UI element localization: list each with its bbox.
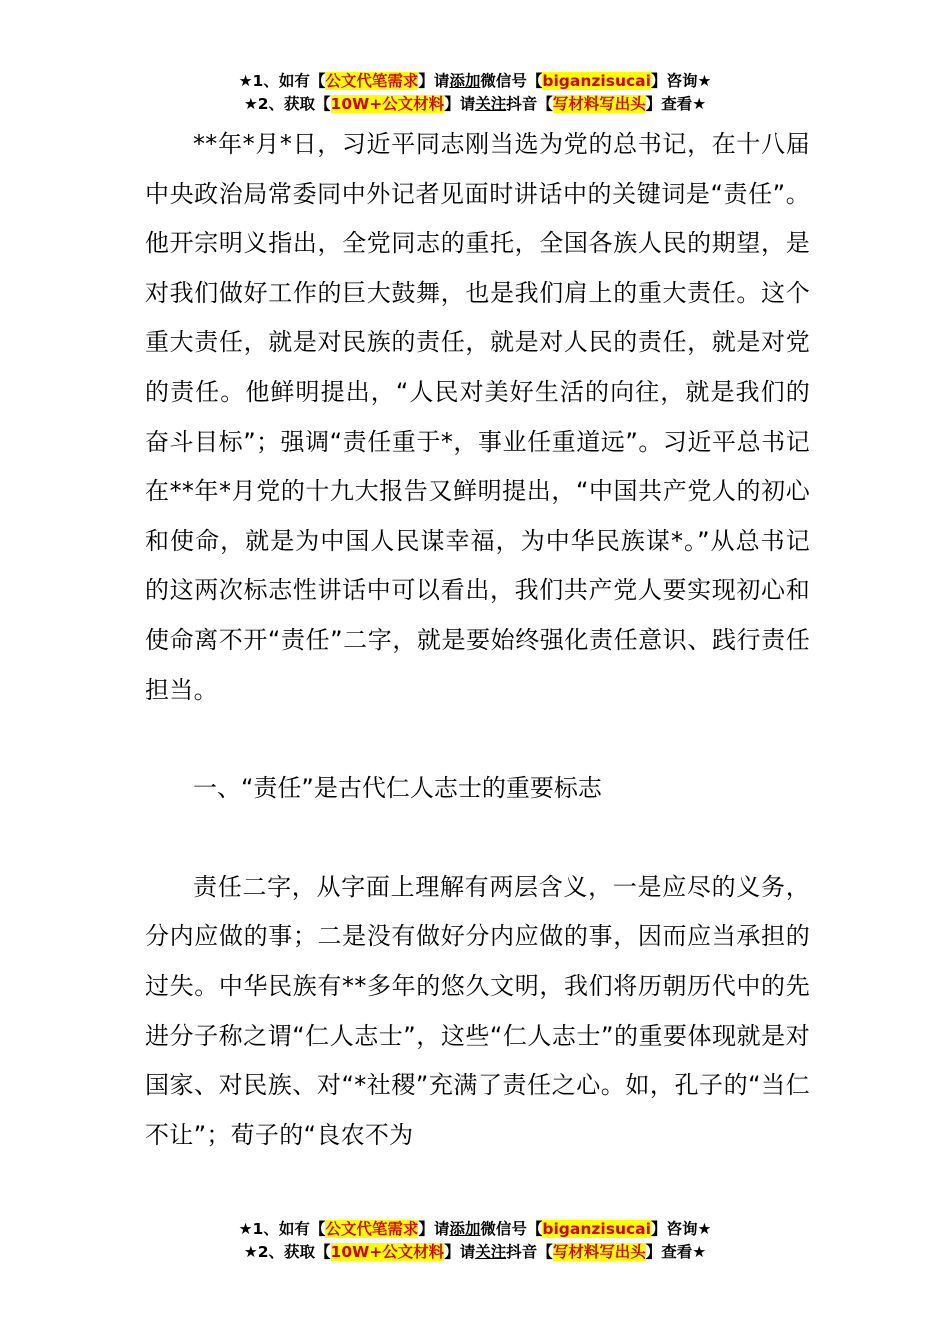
banner-highlight: biganzisucai bbox=[542, 1220, 651, 1238]
banner-underline: 关注 bbox=[475, 95, 507, 113]
banner-highlight: 公文代笔需求 bbox=[325, 1220, 419, 1238]
banner-text: 微信号【 bbox=[480, 1220, 543, 1238]
banner-text: 】请 bbox=[444, 95, 476, 113]
banner-highlight: 公文代笔需求 bbox=[325, 72, 419, 90]
banner-text: 抖音【 bbox=[506, 1243, 553, 1261]
banner-text: 抖音【 bbox=[506, 95, 553, 113]
footer-banner bbox=[0, 1218, 950, 1264]
banner-highlight: biganzisucai bbox=[542, 72, 651, 90]
banner-highlight: 写材料写出头 bbox=[552, 1243, 646, 1261]
spacer bbox=[145, 814, 810, 863]
paragraph-1: **年*月*日，习近平同志刚当选为党的总书记，在十八届中央政治局常委同中外记者见面时讲话中的关键词是“责任”。他开宗明义指出，全党同志的重托，全国各族人民的期望，是对我们做好工作的巨大鼓舞，也是我们肩上的重大责任。这个重大责任，就是对民族的责任，就是对人民的责任，就是对党的责任。他鲜明提出，“人民对美好生活的向往，就是我们的奋斗目标”；强调“责任重于*，事业任重道远”。习近平总书记在**年*月党的十九大报告又鲜明提出，“中国共产党人的初心和使命，就是为中国人民谋幸福，为中华民族谋*。”从总书记的这两次标志性讲话中可以看出，我们共产党人要实现初心和使命离不开“责任”二字，就是要始终强化责任意识、践行责任担当。 bbox=[145, 130, 810, 704]
banner-line-1 bbox=[0, 1218, 950, 1241]
banner-text: 】查看★ bbox=[645, 1243, 707, 1261]
banner-highlight: 10W+公文材料 bbox=[330, 1243, 445, 1261]
section-heading-1: 一、“责任”是古代仁人志士的重要标志 bbox=[193, 774, 602, 803]
banner-text: 】咨询★ bbox=[650, 1220, 712, 1238]
document-body bbox=[145, 120, 810, 1160]
banner-text: ★2、获取【 bbox=[243, 95, 331, 113]
banner-line-2 bbox=[0, 93, 950, 116]
banner-line-2 bbox=[0, 1241, 950, 1264]
banner-text: 微信号【 bbox=[480, 72, 543, 90]
banner-highlight: 10W+公文材料 bbox=[330, 95, 445, 113]
banner-underline: 添加 bbox=[449, 1220, 481, 1238]
banner-text: 】请 bbox=[418, 72, 450, 90]
banner-text: ★1、如有【 bbox=[238, 72, 326, 90]
banner-text: 】查看★ bbox=[645, 95, 707, 113]
banner-underline: 添加 bbox=[449, 72, 481, 90]
header-banner bbox=[0, 70, 950, 116]
banner-text: ★2、获取【 bbox=[243, 1243, 331, 1261]
paragraph-2: 责任二字，从字面上理解有两层含义，一是应尽的义务，分内应做的事；二是没有做好分内应做的事，因而应当承担的过失。中华民族有**多年的悠久文明，我们将历朝历代中的先进分子称之谓“仁人志士”，这些“仁人志士”的重要体现就是对国家、对民族、对“*社稷”充满了责任之心。如，孔子的“当仁不让”；荀子的“良农不为 bbox=[145, 872, 810, 1149]
banner-underline: 关注 bbox=[475, 1243, 507, 1261]
spacer bbox=[145, 715, 810, 764]
banner-highlight: 写材料写出头 bbox=[552, 95, 646, 113]
banner-text: 】请 bbox=[444, 1243, 476, 1261]
banner-text: 】请 bbox=[418, 1220, 450, 1238]
banner-text: ★1、如有【 bbox=[238, 1220, 326, 1238]
banner-line-1 bbox=[0, 70, 950, 93]
banner-text: 】咨询★ bbox=[650, 72, 712, 90]
